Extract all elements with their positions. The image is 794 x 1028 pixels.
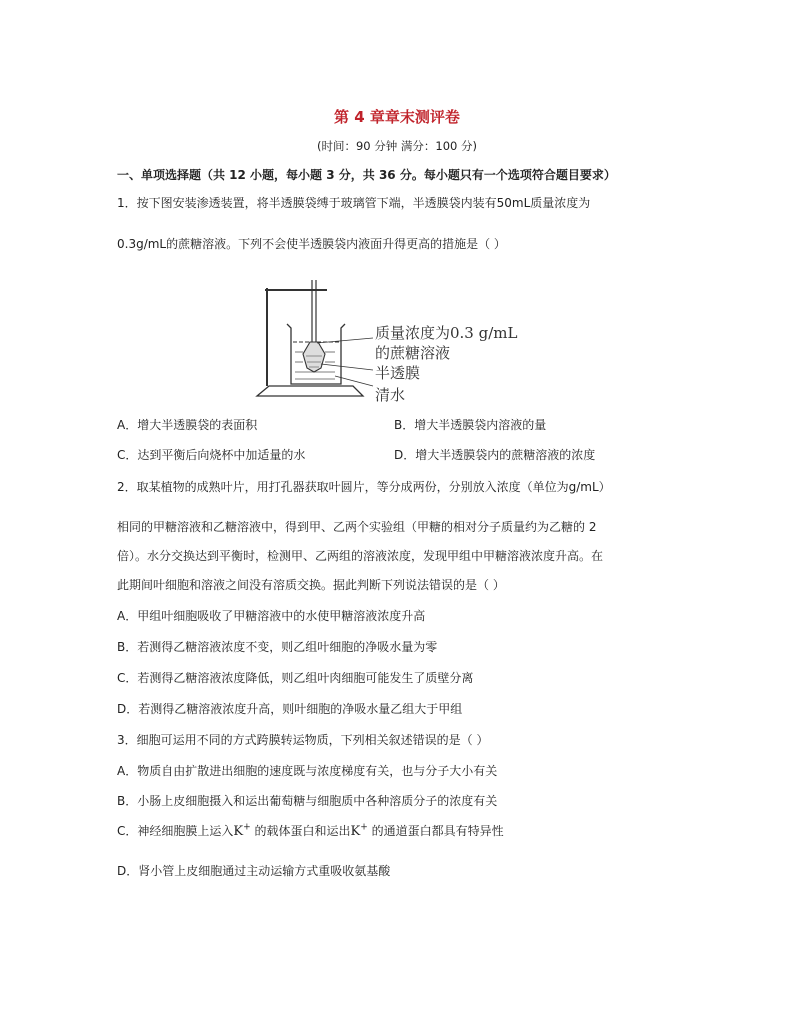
q3-option-d: D．肾小管上皮细胞通过主动运输方式重吸收氨基酸 [117,864,391,878]
q1-option-b: B．增大半透膜袋内溶液的量 [394,418,547,432]
q1-stem-line2: 0.3g/mL的蔗糖溶液。下列不会使半透膜袋内液面升得更高的措施是（ ） [117,237,506,251]
q2-stem-line4: 此期间叶细胞和溶液之间没有溶质交换。据此判断下列说法错误的是（ ） [117,578,505,592]
ion-charge: + [243,822,251,833]
ion-charge: + [360,822,368,833]
q2-option-d: D．若测得乙糖溶液浓度升高，则叶细胞的净吸水量乙组大于甲组 [117,702,463,716]
potassium-ion-2 [350,824,367,839]
q1-option-d: D．增大半透膜袋内的蔗糖溶液的浓度 [394,448,596,462]
q2-stem-line2: 相同的甲糖溶液和乙糖溶液中，得到甲、乙两个实验组（甲糖的相对分子质量约为乙糖的 2 [117,520,597,534]
q1-option-c: C．达到平衡后向烧杯中加适量的水 [117,448,306,462]
ion-symbol: K [233,824,244,839]
exam-info: (时间：90 分钟 满分：100 分) [316,139,478,153]
q2-option-b: B．若测得乙糖溶液浓度不变，则乙组叶细胞的净吸水量为零 [117,640,438,654]
q2-option-a: A．甲组叶细胞吸收了甲糖溶液中的水使甲糖溶液浓度升高 [117,609,426,623]
q3-option-c-suffix: 的通道蛋白都具有特异性 [367,824,504,838]
q2-stem-line1: 2．取某植物的成熟叶片，用打孔器获取叶圆片，等分成两份，分别放入浓度（单位为g/mL） [117,480,611,494]
figure-label-membrane: 半透膜 [375,364,421,382]
page-title: 第 4 章章末测评卷 [334,108,460,126]
figure-label-solution: 质量浓度为0.3 g/mL [375,324,518,342]
q2-stem-line3: 倍）。水分交换达到平衡时，检测甲、乙两组的溶液浓度，发现甲组中甲糖溶液浓度升高。在 [117,549,604,563]
osmosis-apparatus-figure [255,276,555,410]
figure-label-water: 清水 [375,386,406,404]
q3-option-b: B．小肠上皮细胞摄入和运出葡萄糖与细胞质中各种溶质分子的浓度有关 [117,794,498,808]
q3-stem: 3．细胞可运用不同的方式跨膜转运物质，下列相关叙述错误的是（ ） [117,733,489,747]
semipermeable-bag [303,342,325,372]
q1-stem-line1: 1．按下图安装渗透装置，将半透膜袋缚于玻璃管下端，半透膜袋内装有50mL质量浓度为 [117,196,591,210]
q3-option-c-middle: 的载体蛋白和运出 [250,824,351,838]
q3-option-a: A．物质自由扩散进出细胞的速度既与浓度梯度有关，也与分子大小有关 [117,764,498,778]
q2-option-c: C．若测得乙糖溶液浓度降低，则乙组叶肉细胞可能发生了质壁分离 [117,671,474,685]
stand-base [257,386,363,396]
figure-label-solution-2: 的蔗糖溶液 [375,344,451,362]
q3-option-c [117,822,504,839]
potassium-ion-1 [233,824,250,839]
q3-option-c-prefix: C．神经细胞膜上运入 [117,824,234,838]
section-heading: 一、单项选择题（共 12 小题，每小题 3 分，共 36 分。每小题只有一个选项符合题目要求） [117,168,616,182]
ion-symbol: K [350,824,361,839]
q1-option-a: A．增大半透膜袋的表面积 [117,418,258,432]
